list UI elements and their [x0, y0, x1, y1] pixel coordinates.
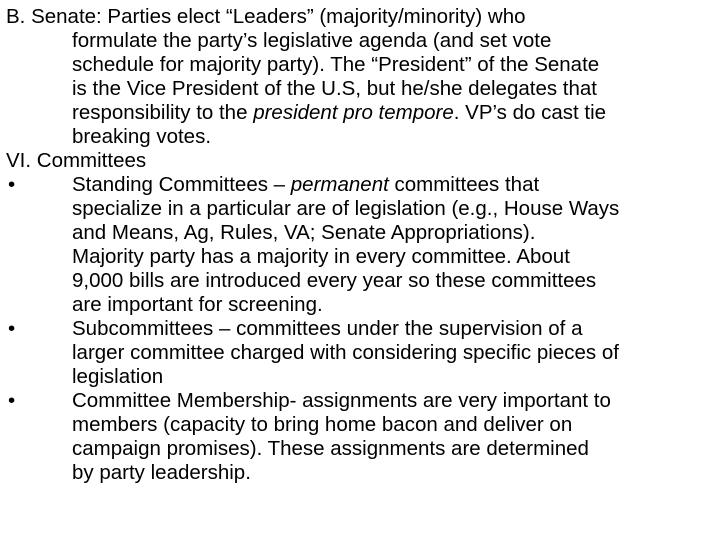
senate-line-5-b: . VP’s do cast tie	[453, 101, 607, 124]
membership-line-2: members (capacity to bring home bacon and deliver on	[72, 413, 573, 436]
senate-paragraph	[6, 5, 718, 149]
membership-line-1: Committee Membership- assignments are very important to	[72, 389, 611, 412]
sub-line-1: Subcommittees – committees under the supervision of a	[72, 317, 583, 340]
senate-line-4: is the Vice President of the U.S, but he/she delegates that	[72, 77, 597, 100]
standing-line-1-b: committees that	[388, 173, 540, 196]
committees-heading-row	[6, 149, 718, 173]
permanent-term: permanent	[290, 173, 389, 196]
bullet-committee-membership	[6, 389, 718, 485]
president-pro-tempore-term: president pro tempore	[253, 101, 454, 124]
senate-line-3: schedule for majority party). The “President” of the Senate	[72, 53, 600, 76]
membership-line-3: campaign promises). These assignments are determined	[72, 437, 589, 460]
sub-line-2: larger committee charged with considering specific pieces of	[72, 341, 619, 364]
membership-line-4: by party leadership.	[72, 461, 251, 484]
standing-line-5: 9,000 bills are introduced every year so these committees	[72, 269, 597, 292]
standing-line-3: and Means, Ag, Rules, VA; Senate Appropriations).	[72, 221, 536, 244]
senate-line-6: breaking votes.	[72, 125, 212, 148]
standing-line-1	[72, 173, 718, 197]
standing-line-4: Majority party has a majority in every committee. About	[72, 245, 570, 268]
slide-body	[6, 5, 718, 485]
bullet-standing-committees	[6, 173, 718, 317]
bullet-icon: •	[8, 389, 16, 412]
standing-line-1-a: Standing Committees –	[72, 173, 291, 196]
bullet-subcommittees	[6, 317, 718, 389]
sub-line-3: legislation	[72, 365, 164, 388]
standing-line-2: specialize in a particular are of legislation (e.g., House Ways	[72, 197, 620, 220]
standing-line-6: are important for screening.	[72, 293, 323, 316]
senate-line-5	[6, 101, 718, 125]
bullet-icon: •	[8, 317, 16, 340]
senate-line-1: B. Senate: Parties elect “Leaders” (majority/minority) who	[6, 5, 526, 28]
senate-line-5-a: responsibility to the	[72, 101, 254, 124]
committees-heading: VI. Committees	[6, 149, 147, 172]
senate-line-2: formulate the party’s legislative agenda (and set vote	[72, 29, 552, 52]
bullet-icon: •	[8, 173, 16, 196]
